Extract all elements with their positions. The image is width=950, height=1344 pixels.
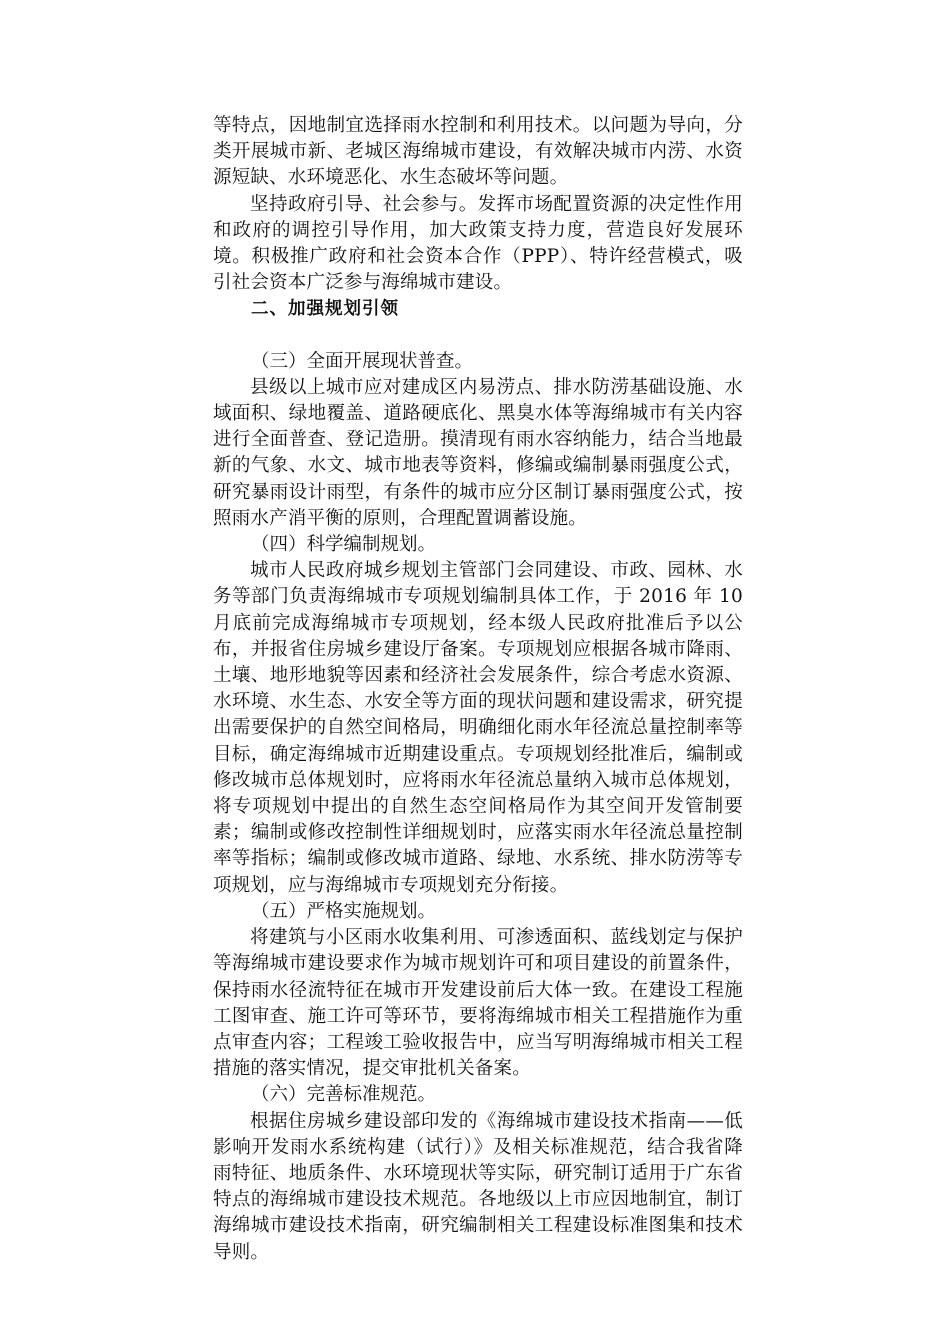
- subsection-title-plan-compile: （四）科学编制规划。: [251, 534, 437, 556]
- subsection-title-plan-implement: （五）严格实施规划。: [251, 900, 437, 922]
- paragraph-standards: 根据住房城乡建设部印发的《海绵城市建设技术指南——低影响开发雨水系统构建（试行）》及相关标准规范，结合我省降雨特征、地质条件、水环境现状等实际，研究制订适用于广东省特点的海绵城市建设技术规范。各地级以上市应因地制宜，制订海绵城市建设技术指南，研究编制相关工程建设标准图集和技术导则。: [213, 1110, 743, 1263]
- subsection-title-standards: （六）完善标准规范。: [251, 1084, 437, 1106]
- paragraph-plan-implement: 将建筑与小区雨水收集利用、可渗透面积、蓝线划定与保护等海绵城市建设要求作为城市规划许可和项目建设的前置条件，保持雨水径流特征在城市开发建设前后大体一致。在建设工程施工图审查、施工许可等环节，要将海绵城市相关工程措施作为重点审查内容；工程竣工验收报告中，应当写明海绵城市相关工程措施的落实情况，提交审批机关备案。: [213, 927, 743, 1080]
- paragraph-survey: 县级以上城市应对建成区内易涝点、排水防涝基础设施、水域面积、绿地覆盖、道路硬底化、黑臭水体等海绵城市有关内容进行全面普查、登记造册。摸清现有雨水容纳能力，结合当地最新的气象、水文、城市地表等资料，修编或编制暴雨强度公式，研究暴雨设计雨型，有条件的城市应分区制订暴雨强度公式，按照雨水产消平衡的原则，合理配置调蓄设施。: [213, 376, 743, 529]
- spacer: [213, 323, 743, 349]
- document-page: [213, 113, 743, 1266]
- paragraph-plan-compile: 城市人民政府城乡规划主管部门会同建设、市政、园林、水务等部门负责海绵城市专项规划编制具体工作，于 2016 年 10 月底前完成海绵城市专项规划，经本级人民政府批准后予以公布，并报省住房城乡建设厅备案。专项规划应根据各城市降雨、土壤、地形地貌等因素和经济社会发展条件，综合考虑水资源、水环境、水生态、水安全等方面的现状问题和建设需求，研究提出需要保护的自然空间格局，明确细化雨水年径流总量控制率等目标，确定海绵城市近期建设重点。专项规划经批准后，编制或修改城市总体规划时，应将雨水年径流总量纳入城市总体规划，将专项规划中提出的自然生态空间格局作为其空间开发管制要素；编制或修改控制性详细规划时，应落实雨水年径流总量控制率等指标；编制或修改城市道路、绿地、水系统、排水防涝等专项规划，应与海绵城市专项规划充分衔接。: [213, 560, 743, 896]
- subsection-title-survey: （三）全面开展现状普查。: [251, 350, 474, 372]
- paragraph-government-guidance: 坚持政府引导、社会参与。发挥市场配置资源的决定性作用和政府的调控引导作用，加大政策支持力度，营造良好发展环境。积极推广政府和社会资本合作（PPP）、特许经营模式，吸引社会资本广泛参与海绵城市建设。: [213, 193, 743, 294]
- paragraph-continuation: 等特点，因地制宜选择雨水控制和利用技术。以问题为导向，分类开展城市新、老城区海绵城市建设，有效解决城市内涝、水资源短缺、水环境恶化、水生态破坏等问题。: [213, 115, 743, 189]
- section-heading-planning: 二、加强规划引领: [251, 299, 399, 320]
